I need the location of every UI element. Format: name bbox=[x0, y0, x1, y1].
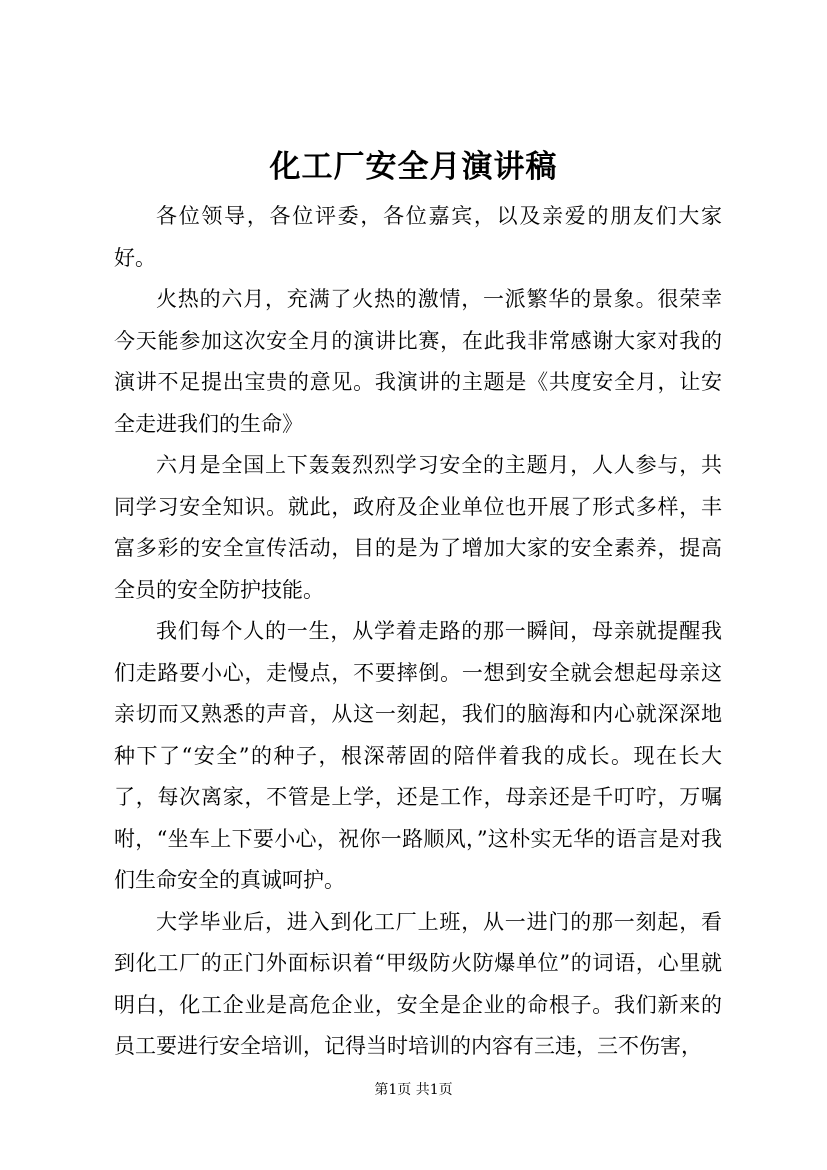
paragraph-safety-month: 六月是全国上下轰轰烈烈学习安全的主题月，人人参与，共同学习安全知识。就此，政府及企业单位也开展了形式多样，丰富多彩的安全宣传活动，目的是为了增加大家的安全素养，提高全员的安全防护技能。 bbox=[114, 453, 722, 602]
paragraph-intro: 火热的六月，充满了火热的激情，一派繁华的景象。很荣幸今天能参加这次安全月的演讲比赛，在此我非常感谢大家对我的演讲不足提出宝贵的意见。我演讲的主题是《共度安全月，让安全走进我们的生命》 bbox=[114, 287, 722, 436]
paragraph-mother: 我们每个人的一生，从学着走路的那一瞬间，母亲就提醒我们走路要小心，走慢点，不要摔倒。一想到安全就会想起母亲这亲切而又熟悉的声音，从这一刻起，我们的脑海和内心就深深地种下了“安全”的种子，根深蒂固的陪伴着我的成长。现在长大了，每次离家，不管是上学，还是工作，母亲还是千叮咛，万嘱咐，“坐车上下要小心，祝你一路顺风，”这朴实无华的语言是对我们生命安全的真诚呵护。 bbox=[114, 619, 722, 892]
document-body bbox=[114, 196, 722, 1068]
document-title: 化工厂安全月演讲稿 bbox=[269, 149, 558, 185]
paragraph-factory: 大学毕业后，进入到化工厂上班，从一进门的那一刻起，看到化工厂的正门外面标识着“甲级防火防爆单位”的词语，心里就明白，化工企业是高危企业，安全是企业的命根子。我们新来的员工要进行安全培训，记得当时培训的内容有三违，三不伤害， bbox=[114, 909, 722, 1058]
page-number-footer: 第1页 共1页 bbox=[374, 1082, 453, 1098]
paragraph-greeting: 各位领导，各位评委，各位嘉宾，以及亲爱的朋友们大家好。 bbox=[114, 204, 722, 270]
